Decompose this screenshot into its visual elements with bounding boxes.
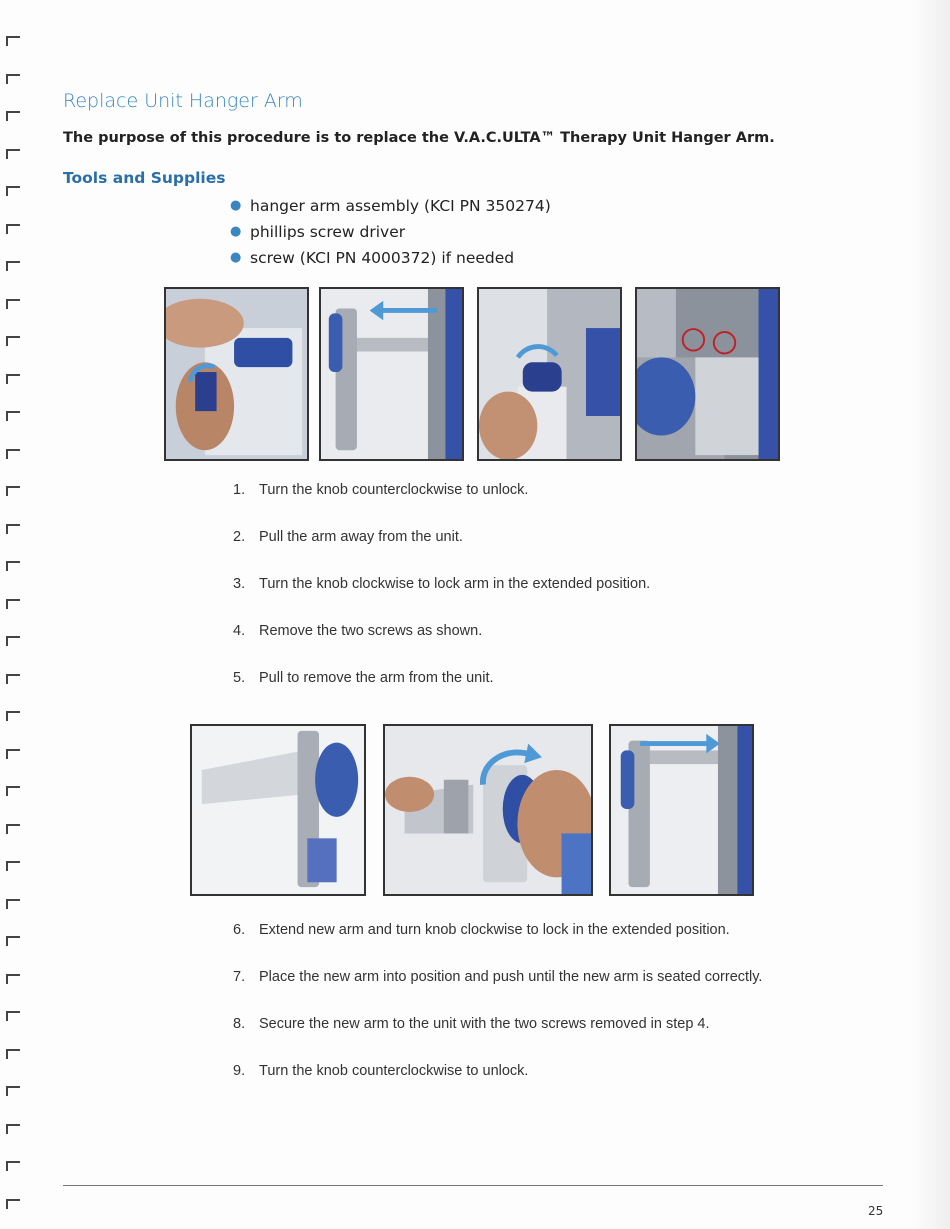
photo-screws: [635, 287, 780, 461]
photo-push-arm: [609, 724, 754, 896]
binding-mark: [6, 1086, 20, 1096]
binding-mark: [6, 299, 20, 309]
binding-mark: [6, 636, 20, 646]
binding-mark: [6, 599, 20, 609]
tool-item: ● phillips screw driver: [230, 220, 551, 246]
binding-mark: [6, 824, 20, 834]
binding-mark: [6, 74, 20, 84]
binding-mark: [6, 861, 20, 871]
tools-heading: Tools and Supplies: [63, 169, 226, 187]
binding-mark: [6, 674, 20, 684]
tool-item: ● screw (KCI PN 4000372) if needed: [230, 246, 551, 272]
step-item: 2. Pull the arm away from the unit.: [233, 529, 463, 545]
footer-divider: [63, 1185, 883, 1186]
step-item: 4. Remove the two screws as shown.: [233, 623, 483, 639]
binding-mark: [6, 1124, 20, 1134]
bullet-icon: ●: [230, 198, 242, 213]
binding-mark: [6, 486, 20, 496]
binding-mark: [6, 524, 20, 534]
page-title: Replace Unit Hanger Arm: [63, 90, 303, 112]
binding-mark: [6, 111, 20, 121]
binding-mark: [6, 974, 20, 984]
binding-mark: [6, 561, 20, 571]
binding-mark: [6, 786, 20, 796]
binding-mark: [6, 749, 20, 759]
binding-mark: [6, 1011, 20, 1021]
binding-mark: [6, 36, 20, 46]
tools-list: [230, 194, 551, 272]
step-item: 9. Turn the knob counterclockwise to unlock.: [233, 1063, 529, 1079]
binding-mark: [6, 899, 20, 909]
tool-item: ● hanger arm assembly (KCI PN 350274): [230, 194, 551, 220]
binding-edge: [0, 0, 40, 1229]
steps-list-1: [233, 482, 650, 717]
binding-mark: [6, 149, 20, 159]
binding-mark: [6, 449, 20, 459]
page-number: 25: [868, 1204, 884, 1218]
bullet-icon: ●: [230, 250, 242, 265]
steps-list-2: [233, 922, 762, 1110]
step-item: 7. Place the new arm into position and push until the new arm is seated correctly.: [233, 969, 763, 985]
step-item: 3. Turn the knob clockwise to lock arm in the extended position.: [233, 576, 651, 592]
purpose-statement: The purpose of this procedure is to replace the V.A.C.ULTA™ Therapy Unit Hanger Arm.: [63, 130, 775, 146]
binding-mark: [6, 1199, 20, 1209]
binding-mark: [6, 374, 20, 384]
bullet-icon: ●: [230, 224, 242, 239]
photo-pull-arm: [319, 287, 464, 461]
binding-mark: [6, 711, 20, 721]
page-shadow: [910, 0, 950, 1229]
photo-lock-new-arm: [383, 724, 593, 896]
photo-new-arm: [190, 724, 366, 896]
binding-mark: [6, 186, 20, 196]
binding-mark: [6, 336, 20, 346]
binding-mark: [6, 1161, 20, 1171]
photo-knob-unlock: [164, 287, 309, 461]
step-item: 5. Pull to remove the arm from the unit.: [233, 670, 494, 686]
step-item: 6. Extend new arm and turn knob clockwise to lock in the extended position.: [233, 922, 730, 938]
binding-mark: [6, 936, 20, 946]
binding-mark: [6, 224, 20, 234]
step-item: 8. Secure the new arm to the unit with the two screws removed in step 4.: [233, 1016, 710, 1032]
binding-mark: [6, 411, 20, 421]
binding-mark: [6, 1049, 20, 1059]
step-item: 1. Turn the knob counterclockwise to unlock.: [233, 482, 529, 498]
binding-mark: [6, 261, 20, 271]
photo-knob-lock: [477, 287, 622, 461]
